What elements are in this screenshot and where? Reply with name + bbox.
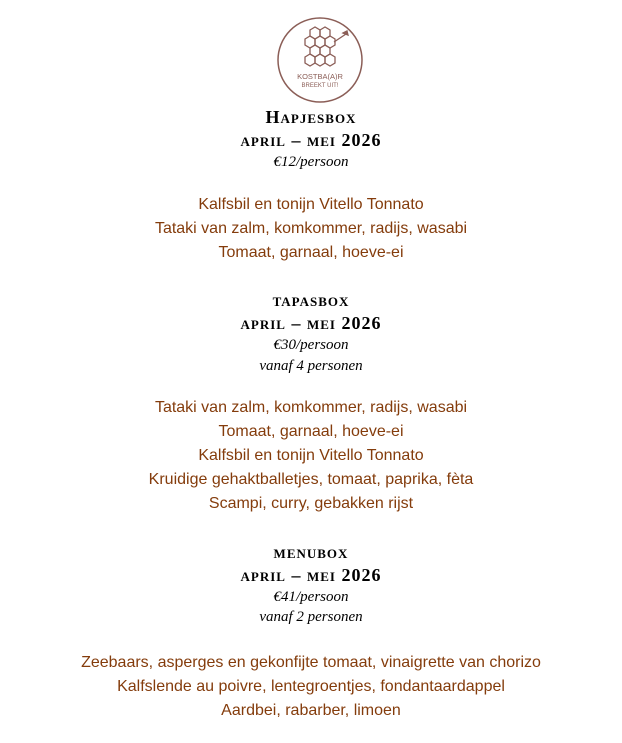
dish-item: Scampi, curry, gebakken rijst <box>208 495 414 512</box>
section-title-menubox: menubox <box>273 542 349 562</box>
dish-item: Tomaat, garnaal, hoeve-ei <box>218 423 404 440</box>
section-price-hapjesbox: €12/persoon <box>273 154 349 170</box>
section-period-tapasbox: april – mei 2026 <box>240 313 382 333</box>
dish-item: Aardbei, rabarber, limoen <box>221 702 401 719</box>
dish-item: Kalfslende au poivre, lentegroentjes, fondantaardappel <box>117 678 505 695</box>
dish-item: Kalfsbil en tonijn Vitello Tonnato <box>198 196 424 213</box>
section-note-menubox: vanaf 2 personen <box>259 609 363 625</box>
kostbaar-logo <box>276 16 364 104</box>
logo-line1: KOSTBA(A)R <box>297 72 343 81</box>
dish-item: Zeebaars, asperges en gekonfijte tomaat, vinaigrette van chorizo <box>81 654 541 671</box>
dish-item: Tomaat, garnaal, hoeve-ei <box>218 244 404 261</box>
logo-line2: BREEKT UIT! <box>301 83 339 89</box>
section-period-hapjesbox: april – mei 2026 <box>240 130 382 150</box>
section-price-tapasbox: €30/persoon <box>273 337 349 353</box>
section-period-menubox: april – mei 2026 <box>240 565 382 585</box>
section-price-menubox: €41/persoon <box>273 589 349 605</box>
section-title-tapasbox: tapasbox <box>272 290 350 310</box>
dish-item: Tataki van zalm, komkommer, radijs, wasabi <box>154 399 468 416</box>
dish-item: Kruidige gehaktballetjes, tomaat, paprika, fèta <box>148 471 474 488</box>
section-title-hapjesbox: Hapjesbox <box>265 107 357 127</box>
dish-item: Kalfsbil en tonijn Vitello Tonnato <box>198 447 424 464</box>
dish-item: Tataki van zalm, komkommer, radijs, wasabi <box>154 220 468 237</box>
section-note-tapasbox: vanaf 4 personen <box>259 358 363 374</box>
